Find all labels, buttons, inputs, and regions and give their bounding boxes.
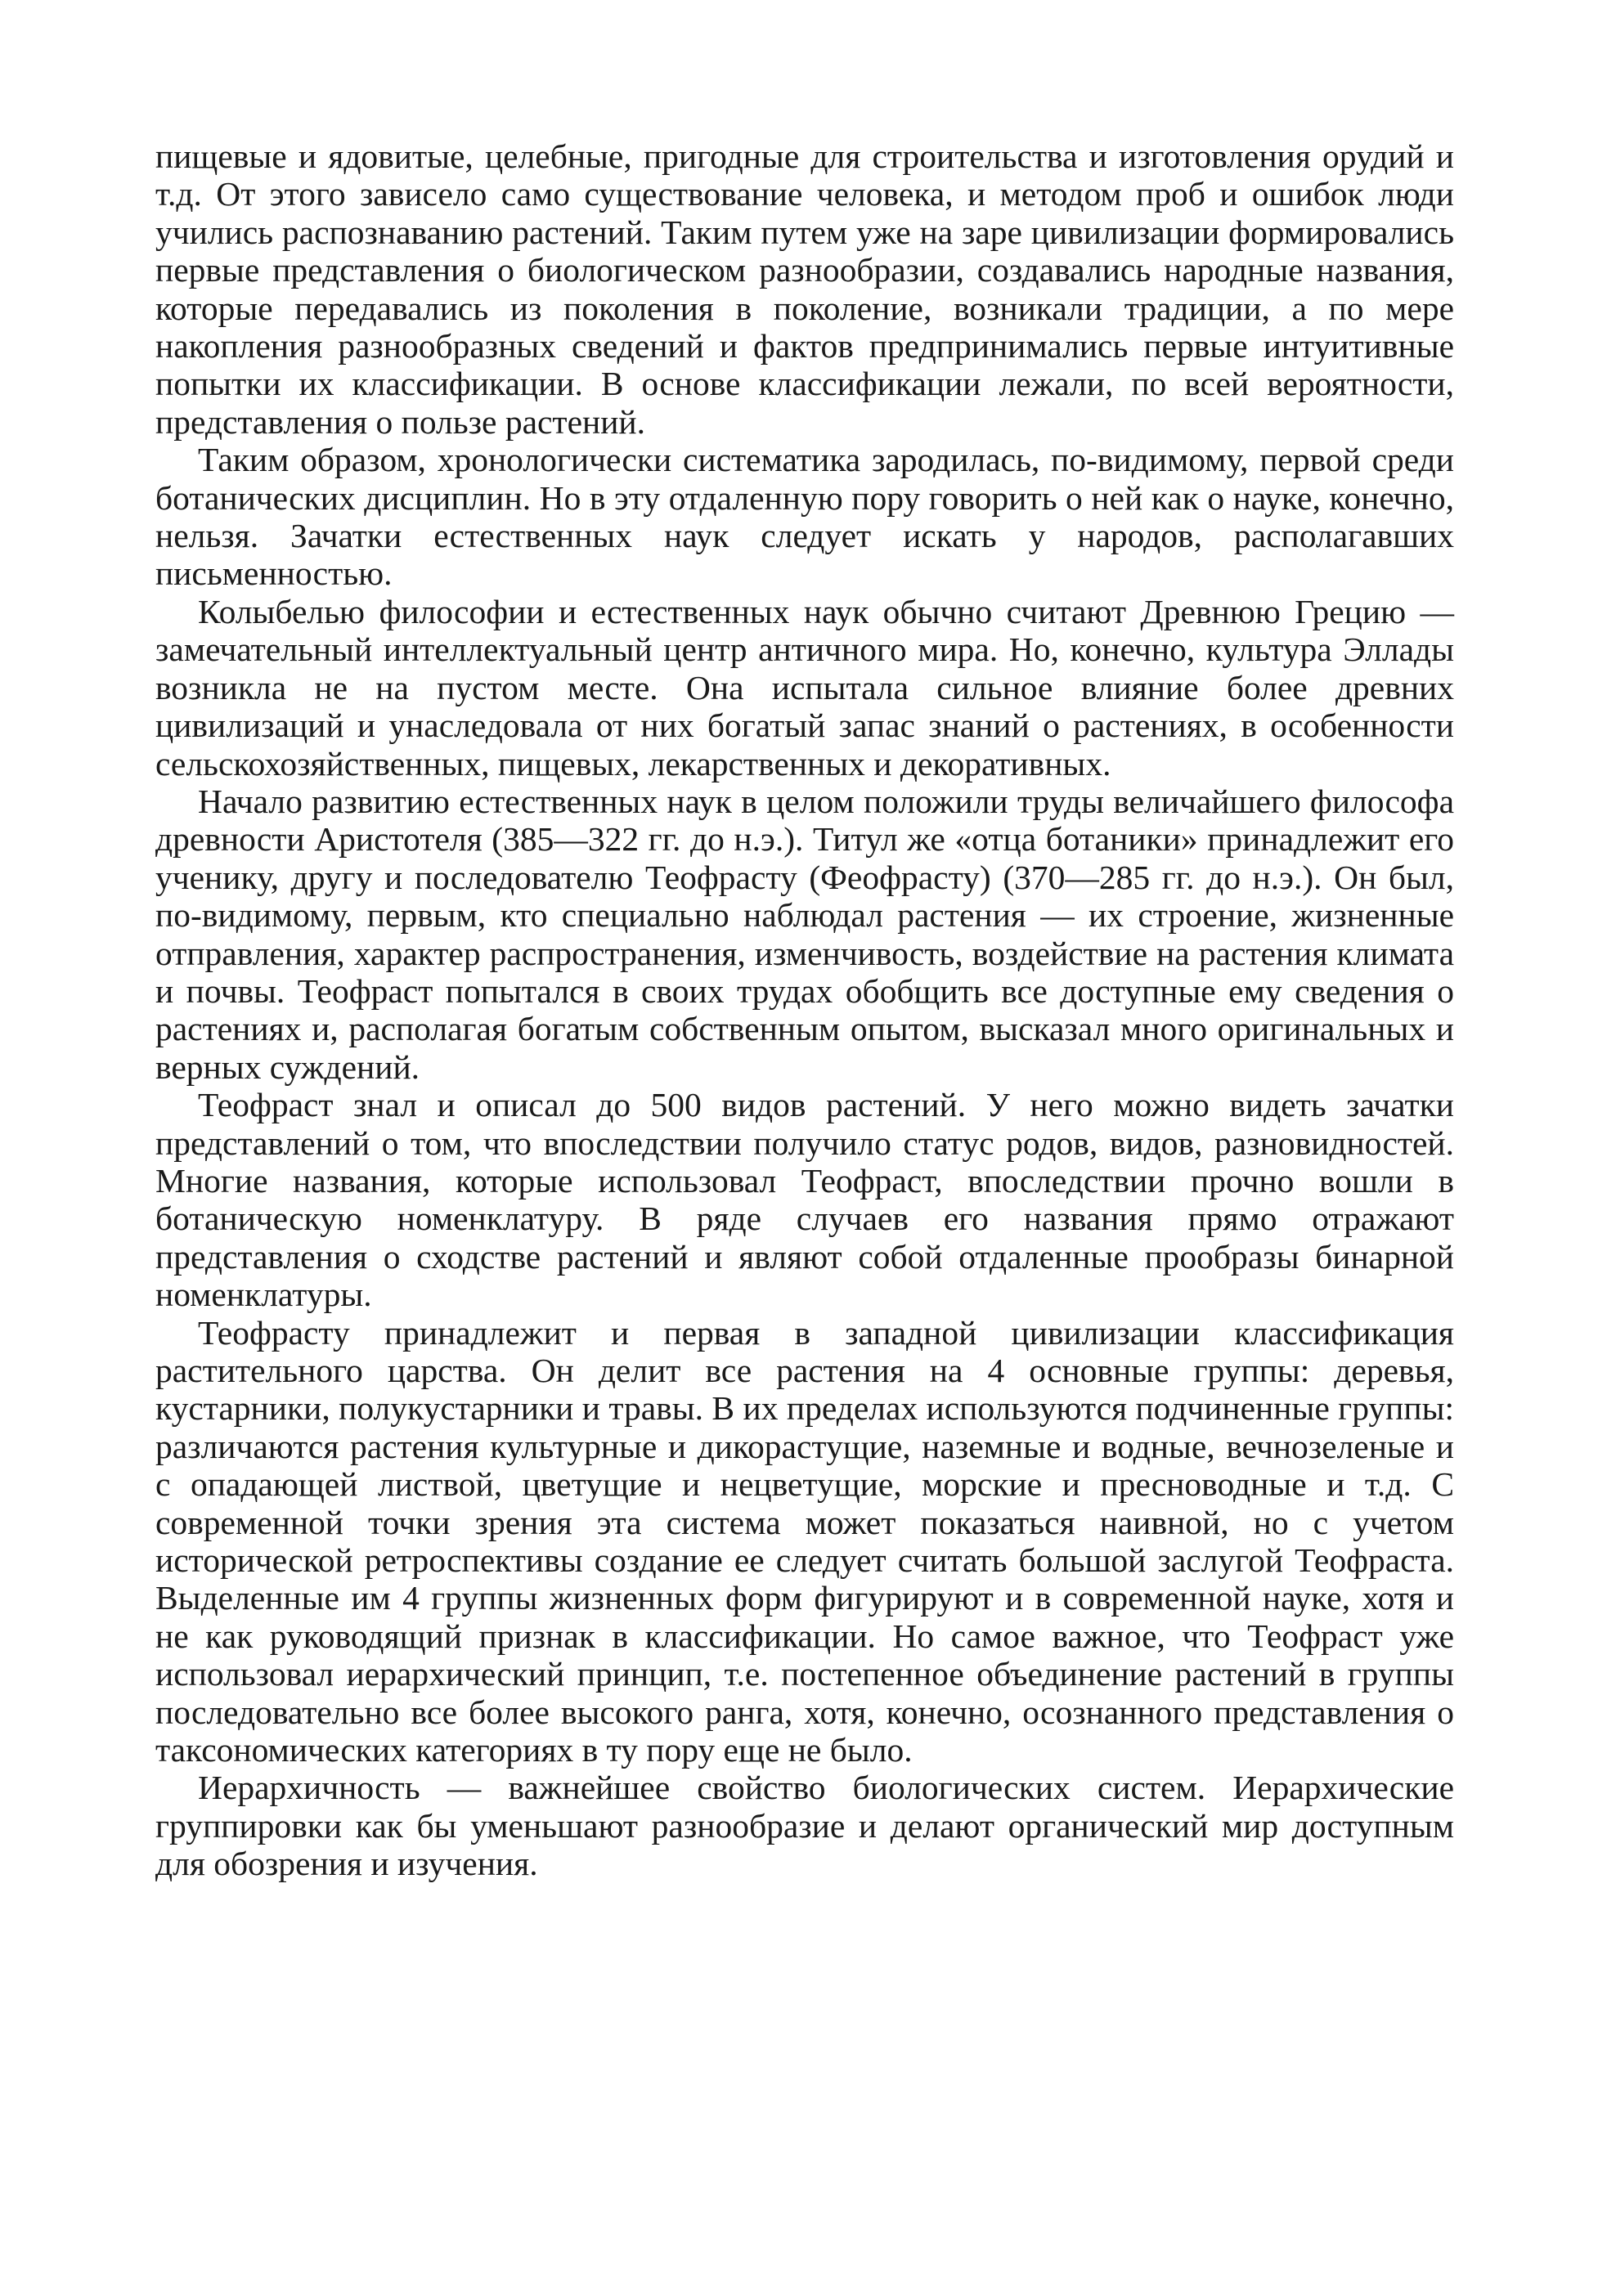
- paragraph-3: Колыбелью философии и естественных наук обычно считают Древнюю Грецию — замечательный интеллектуальный центр античного мира. Но, конечно, культура Эллады возникла не на пустом месте. Она испытала сильное влияние более древних цивилизаций и унаследовала от них богатый запас знаний о растениях, в особенности сельскохозяйственных, пищевых, лекарственных и декоративных.: [155, 592, 1454, 783]
- paragraph-6: Теофрасту принадлежит и первая в западной цивилизации классификация растительного царства. Он делит все растения на 4 основные группы: деревья, кустарники, полукустарники и травы. В их пределах используются подчиненные группы: различаются растения культурные и дикорастущие, наземные и водные, вечнозеленые и с опадающей листвой, цветущие и нецветущие, морские и пресноводные и т.д. С современной точки зрения эта система может показаться наивной, но с учетом исторической ретроспективы создание ее следует считать большой заслугой Теофраста. Выделенные им 4 группы жизненных форм фигурируют и в современной науке, хотя и не как руководящий признак в классификации. Но самое важное, что Теофраст уже использовал иерархический принцип, т.е. постепенное объединение растений в группы последовательно все более высокого ранга, хотя, конечно, осознанного представления о таксономических категориях в ту пору еще не было.: [155, 1313, 1454, 1769]
- paragraph-5: Теофраст знал и описал до 500 видов растений. У него можно видеть зачатки представлений о том, что впоследствии получило статус родов, видов, разновидностей. Многие названия, которые использовал Теофраст, впоследствии прочно вошли в ботаническую номенклатуру. В ряде случаев его названия прямо отражают представления о сходстве растений и являют собой отдаленные прообразы бинарной номенклатуры.: [155, 1086, 1454, 1314]
- page-text: [155, 137, 1454, 1883]
- paragraph-1: пищевые и ядовитые, целебные, пригодные для строительства и изготовления орудий и т.д. От этого зависело само существование человека, и методом проб и ошибок люди учились распознаванию растений. Таким путем уже на заре цивилизации формировались первые представления о биологическом разнообразии, создавались народные названия, которые передавались из поколения в поколение, возникали традиции, а по мере накопления разнообразных сведений и фактов предпринимались первые интуитивные попытки их классификации. В основе классификации лежали, по всей вероятности, представления о пользе растений.: [155, 137, 1454, 441]
- paragraph-2: Таким образом, хронологически систематика зародилась, по-видимому, первой среди ботанических дисциплин. Но в эту отдаленную пору говорить о ней как о науке, конечно, нельзя. Зачатки естественных наук следует искать у народов, располагавших письменностью.: [155, 441, 1454, 593]
- paragraph-4: Начало развитию естественных наук в целом положили труды величайшего философа древности Аристотеля (385—322 гг. до н.э.). Титул же «отца ботаники» принадлежит его ученику, другу и последователю Теофрасту (Феофрасту) (370—285 гг. до н.э.). Он был, по-видимому, первым, кто специально наблюдал растения — их строение, жизненные отправления, характер распространения, изменчивость, воздействие на растения климата и почвы. Теофраст попытался в своих трудах обобщить все доступные ему сведения о растениях и, располагая богатым собственным опытом, высказал много оригинальных и верных суждений.: [155, 782, 1454, 1086]
- paragraph-7: Иерархичность — важнейшее свойство биологических систем. Иерархические группировки как бы уменьшают разнообразие и делают органический мир доступным для обозрения и изучения.: [155, 1769, 1454, 1883]
